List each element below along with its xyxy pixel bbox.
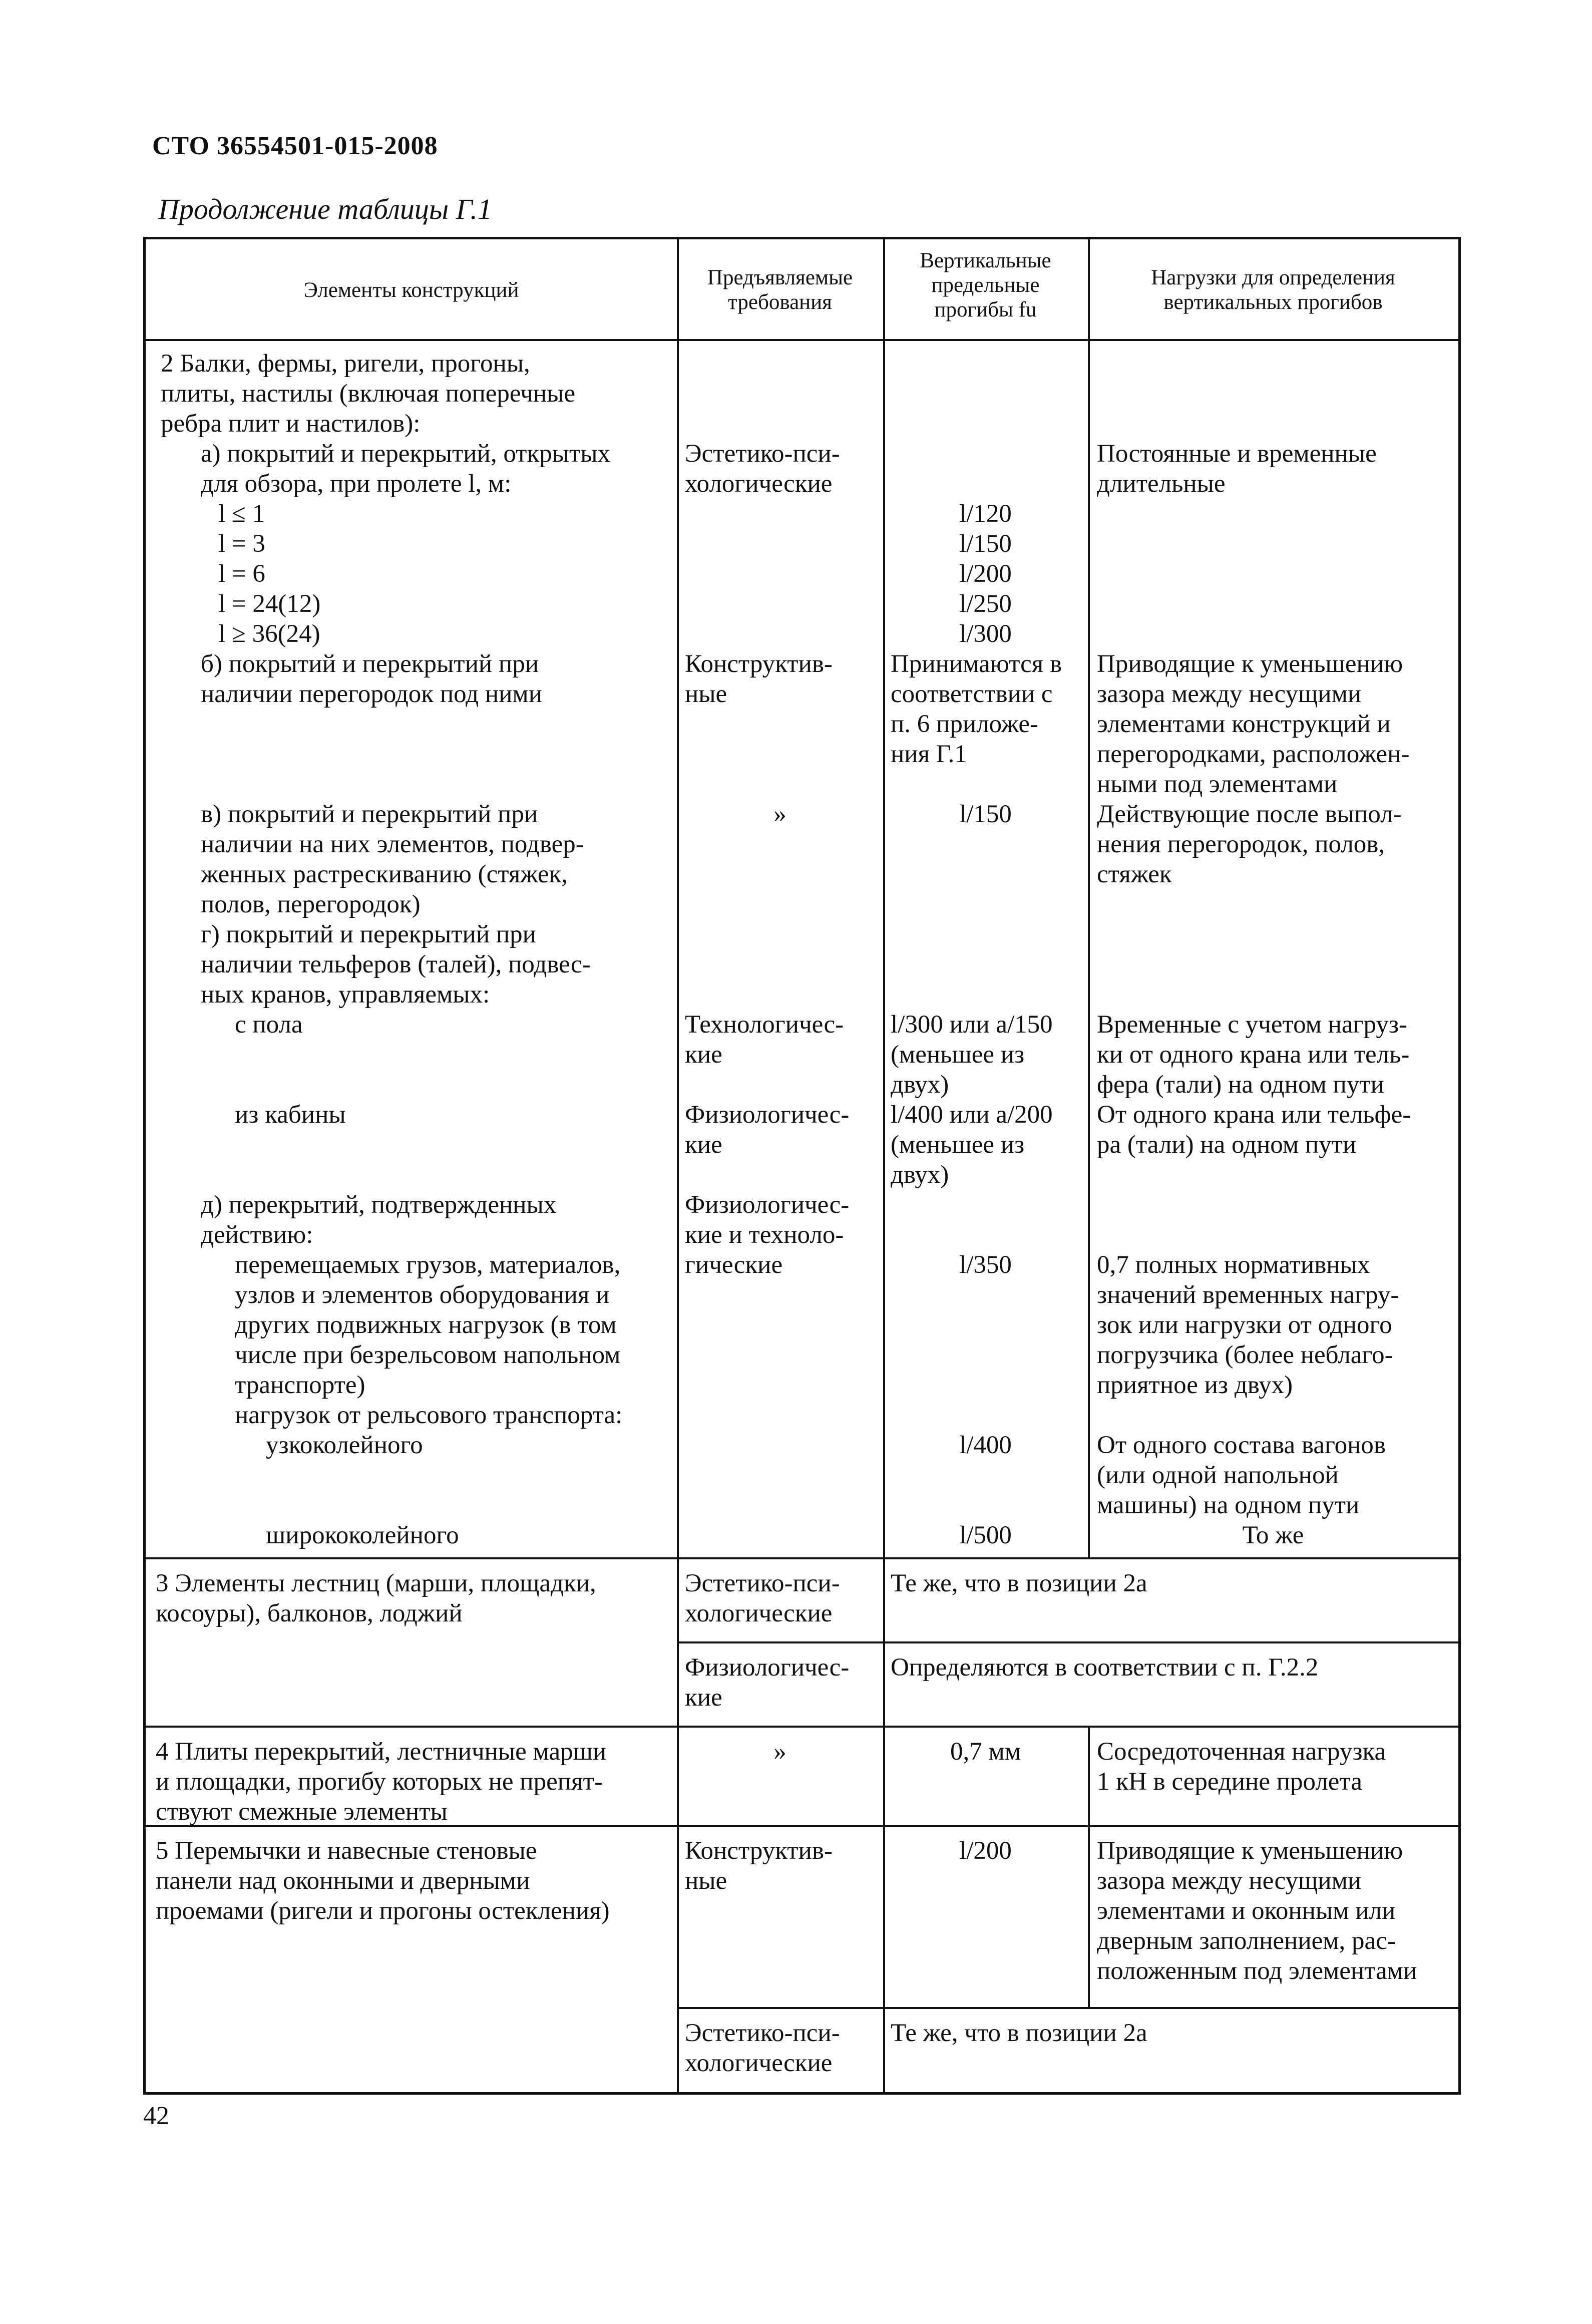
col-header-limits: Вертикальные предельные прогибы fu: [920, 249, 1051, 321]
row5-loads-1: Приводящие к уменьшению зазора между несущими элементами и оконным или дверным заполнением, рас- положенным под элементами: [1097, 1837, 1417, 1985]
row2g1-limit: l/300 или a/150 (меньшее из двух): [891, 1011, 1053, 1099]
row2a-text: а) покрытий и перекрытий, открытых для обзора, при пролете l, м:: [201, 440, 611, 498]
row2d2a-limit: l/400: [959, 1431, 1012, 1459]
row2b-requirements: Конструктив- ные: [685, 650, 833, 708]
col2-line-row3: [883, 1557, 885, 1726]
row2v-loads: Действующие после выпол- нения перегородок, полов, стяжек: [1097, 800, 1402, 888]
row2v-text: в) покрытий и перекрытий при наличии на них элементов, подвер- женных растрескиванию (стяжек, полов, перегородок): [201, 800, 584, 918]
col-header-requirements: Предъявляемые требования: [707, 266, 853, 314]
row2-elements: 2 Балки, фермы, ригели, прогоны, плиты, настилы (включая поперечные ребра плит и настилов):: [161, 350, 576, 438]
page-number: 42: [143, 2102, 169, 2130]
row2d1-loads: 0,7 полных нормативных значений временных нагру- зок или нагрузки от одного погрузчика (более неблаго- приятное из двух): [1097, 1251, 1399, 1399]
row4-elements: 4 Плиты перекрытий, лестничные марши и площадки, прогибу которых не препят- ствуют смежные элементы: [156, 1738, 607, 1826]
row2d-requirements: Физиологичес- кие и техноло- гические: [685, 1191, 850, 1279]
row2d2b-loads: То же: [1242, 1521, 1304, 1549]
row2b-loads: Приводящие к уменьшению зазора между несущими элементами конструкций и перегородками, расположен- ными под элементами: [1097, 650, 1410, 798]
col2-line-top: [883, 239, 885, 1557]
row3-requirements-2: Физиологичес- кие: [685, 1653, 850, 1712]
row2g1-loads: Временные с учетом нагруз- ки от одного крана или тель- фера (тали) на одном пути: [1097, 1011, 1410, 1099]
row2d-text: д) перекрытий, подтвержденных действию:: [201, 1191, 557, 1249]
row2a-loads: Постоянные и временные длительные: [1097, 440, 1377, 498]
row2g1-requirements: Технологичес- кие: [685, 1011, 844, 1069]
header-bottom-line: [146, 339, 1458, 341]
row5-requirements-2: Эстетико-пси- хологические: [685, 2019, 840, 2077]
row2-bottom-line: [146, 1557, 1458, 1559]
col2-line-row45: [883, 1726, 885, 2092]
row2b-text: б) покрытий и перекрытий при наличии перегородок под ними: [201, 650, 543, 708]
table-continuation-caption: Продолжение таблицы Г.1: [158, 193, 492, 225]
row2g2-loads: От одного крана или тельфе- ра (тали) на одном пути: [1097, 1101, 1411, 1159]
row3-bottom-line: [146, 1726, 1458, 1728]
row5-limit-1: l/200: [959, 1837, 1012, 1865]
col1-line: [677, 239, 679, 2092]
col-header-elements: Элементы конструкций: [303, 278, 519, 302]
row2g2-text: из кабины: [235, 1101, 346, 1129]
row2b-limit: Принимаются в соответствии с п. 6 приложе- ния Г.1: [891, 650, 1062, 768]
document-code: СТО 36554501-015-2008: [152, 132, 438, 160]
row2g2-requirements: Физиологичес- кие: [685, 1101, 850, 1159]
row5-split-line: [677, 2007, 1458, 2009]
row2d1-text: перемещаемых грузов, материалов, узлов и элементов оборудования и других подвижных нагрузок (в том числе при безрельсовом напольном транспорте): [235, 1251, 621, 1399]
row3-elements: 3 Элементы лестниц (марши, площадки, косоуры), балконов, лоджий: [156, 1569, 596, 1627]
row2g2-limit: l/400 или a/200 (меньшее из двух): [891, 1101, 1053, 1189]
row4-limit: 0,7 мм: [950, 1738, 1021, 1766]
row4-loads: Сосредоточенная нагрузка 1 кН в середине пролета: [1097, 1738, 1386, 1796]
row2d2b-limit: l/500: [959, 1521, 1012, 1549]
row4-requirements: »: [773, 1738, 786, 1766]
row2d2-text: нагрузок от рельсового транспорта:: [235, 1401, 623, 1429]
row5-requirements-1: Конструктив- ные: [685, 1837, 833, 1895]
row5-elements: 5 Перемычки и навесные стеновые панели над оконными и дверными проемами (ригели и прогоны остекления): [156, 1837, 610, 1925]
row2d1-limit: l/350: [959, 1251, 1012, 1279]
row2d2b-text: ширококолейного: [266, 1521, 459, 1549]
row3-merged-2: Определяются в соответствии с п. Г.2.2: [891, 1653, 1319, 1682]
deflection-table: [143, 237, 1461, 2095]
row2g1-text: с пола: [235, 1011, 303, 1039]
row2g-text: г) покрытий и перекрытий при наличии тельферов (талей), подвес- ных кранов, управляемых:: [201, 920, 591, 1009]
row2a-spans: l ≤ 1 l = 3 l = 6 l = 24(12) l ≥ 36(24): [218, 500, 321, 648]
row3-split-line: [677, 1641, 1458, 1643]
row2a-limits: l/120 l/150 l/200 l/250 l/300: [959, 500, 1012, 648]
col-header-loads: Нагрузки для определения вертикальных прогибов: [1151, 266, 1395, 314]
row2v-requirements: »: [773, 800, 786, 828]
row5-merged-2: Те же, что в позиции 2а: [891, 2019, 1147, 2047]
row2a-requirements: Эстетико-пси- хологические: [685, 440, 840, 498]
row2d2a-loads: От одного состава вагонов (или одной напольной машины) на одном пути: [1097, 1431, 1386, 1519]
row3-merged-1: Те же, что в позиции 2а: [891, 1569, 1147, 1597]
row2v-limit: l/150: [959, 800, 1012, 828]
row3-requirements-1: Эстетико-пси- хологические: [685, 1569, 840, 1627]
row2d2a-text: узкоколейного: [266, 1431, 423, 1459]
col3-line-row45: [1088, 1726, 1090, 2007]
col3-line-top: [1088, 239, 1090, 1557]
